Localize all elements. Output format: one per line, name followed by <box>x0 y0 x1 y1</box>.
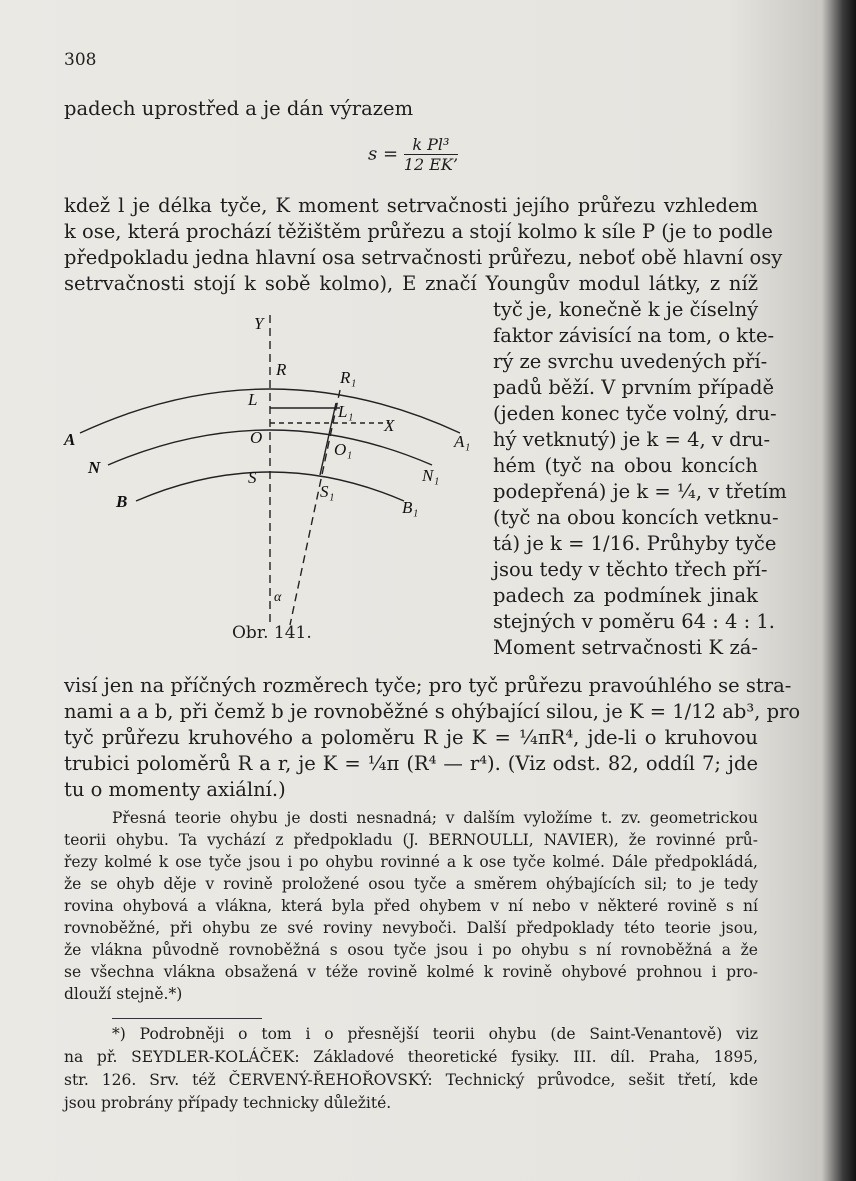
intro-line: padech uprostřed a je dán výrazem <box>64 97 414 120</box>
wrap-line: tyč je, konečně k je číselný <box>493 298 759 321</box>
label-S1: S₁ <box>320 482 335 501</box>
footnote-line: *) Podrobněji o tom i o přesnější teorii ohybu (de Saint-Venantově) viz <box>112 1025 758 1043</box>
formula-numerator: k Pl³ <box>404 135 458 155</box>
note-line: rovnoběžné, při ohybu ze své roviny nevyboči. Další předpoklady této teorie jsou, <box>64 919 758 937</box>
note-line: řezy kolmé k ose tyče jsou i po ohybu rovinné a k ose tyče kolmé. Dále předpokládá, <box>64 853 758 871</box>
formula-denominator: 12 EK’ <box>403 155 458 174</box>
body-line: tu o momenty axiální.) <box>64 778 286 801</box>
body-line: kdež l je délka tyče, K moment setrvačnosti jejího průřezu vzhledem <box>64 194 758 217</box>
label-N: N <box>88 458 101 477</box>
label-A1: A₁ <box>454 432 471 451</box>
label-Y: Y <box>254 314 264 333</box>
footnote-line: str. 126. Srv. též ČERVENÝ-ŘEHOŘOVSKÝ: Technický průvodce, sešit třetí, kde <box>64 1071 758 1089</box>
figure-caption: Obr. 141. <box>232 623 312 643</box>
label-X: X <box>384 416 395 435</box>
footnote-line: na př. SEYDLER-KOLÁČEK: Základové theoretické fysiky. III. díl. Praha, 1895, <box>64 1048 758 1066</box>
wrap-line: padech za podmínek jinak <box>493 584 758 607</box>
wrap-line: rý ze svrchu uvedených pří- <box>493 350 768 373</box>
deflection-formula <box>368 135 458 174</box>
note-line: Přesná teorie ohybu je dosti nesnadná; v dalším vyložíme t. zv. geometrickou <box>112 809 758 827</box>
beam-bending-figure <box>58 305 488 650</box>
wrap-line: padů běží. V prvním případě <box>493 376 775 399</box>
wrap-line: tá) je k = 1/16. Průhyby tyče <box>493 532 777 555</box>
note-line: dlouží stejně.*) <box>64 985 183 1003</box>
label-O: O <box>250 428 263 447</box>
bent-section-line <box>320 403 336 475</box>
wrap-line: faktor závisící na tom, o kte- <box>493 324 775 347</box>
footnote-divider <box>112 1018 262 1019</box>
radius-line <box>290 390 340 625</box>
body-line: k ose, která prochází těžištěm průřezu a stojí kolmo k síle P (je to podle <box>64 220 773 243</box>
label-R1: R₁ <box>340 368 357 387</box>
note-line: rovina ohybová a vlákna, která byla před ohybem v ní nebo v některé rovině s ní <box>64 897 758 915</box>
body-line: nami a a b, při čemž b je rovnoběžné s ohýbající silou, je K = 1/12 ab³, pro <box>64 700 801 723</box>
label-B1: B₁ <box>402 498 419 517</box>
body-line: setrvačnosti stojí k sobě kolmo), E značí Youngův modul látky, z níž <box>64 272 758 295</box>
label-alpha: α <box>274 590 282 605</box>
body-line: trubici poloměrů R a r, je K = ¼π (R⁴ — r⁴). (Viz odst. 82, oddíl 7; jde <box>64 752 758 775</box>
formula-fraction <box>404 135 458 174</box>
label-B: B <box>116 492 128 511</box>
label-O1: O₁ <box>334 440 353 459</box>
page-number: 308 <box>64 50 97 70</box>
wrap-line: jsou tedy v těchto třech pří- <box>493 558 768 581</box>
label-S: S <box>248 468 257 487</box>
note-line: teorii ohybu. Ta vychází z předpokladu (J. BERNOULLI, NAVIER), že rovinné prů- <box>64 831 758 849</box>
note-line: se všechna vlákna obsažená v téže rovině kolmé k rovině ohybové prohnou i pro- <box>64 963 758 981</box>
label-R: R <box>276 360 287 379</box>
formula-lhs: s = <box>368 143 399 165</box>
label-A: A <box>64 430 76 449</box>
body-line: tyč průřezu kruhového a poloměru R je K = ¼πR⁴, jde-li o kruhovou <box>64 726 758 749</box>
wrap-line: hý vetknutý) je k = 4, v dru- <box>493 428 771 451</box>
footnote-line: jsou probrány případy technicky důležité. <box>64 1094 392 1112</box>
note-line: že se ohyb děje v rovině proložené osou tyče a směrem ohýbajících sil; to je tedy <box>64 875 758 893</box>
label-N1: N₁ <box>422 466 440 485</box>
wrap-line: hém (tyč na obou koncích <box>493 454 758 477</box>
wrap-line: (tyč na obou koncích vetknu- <box>493 506 779 529</box>
body-line: visí jen na příčných rozměrech tyče; pro tyč průřezu pravoúhlého se stra- <box>64 674 792 697</box>
wrap-line: (jeden konec tyče volný, dru- <box>493 402 777 425</box>
body-line: předpokladu jedna hlavní osa setrvačnosti průřezu, neboť obě hlavní osy <box>64 246 783 269</box>
label-L1: L₁ <box>338 402 354 421</box>
label-L: L <box>248 390 258 409</box>
wrap-line: Moment setrvačnosti K zá- <box>493 636 758 659</box>
wrap-line: podepřená) je k = ¼, v třetím <box>493 480 787 503</box>
note-line: že vlákna původně rovnoběžná s osou tyče jsou i po ohybu s ní rovnoběžná a že <box>64 941 758 959</box>
wrap-line: stejných v poměru 64 : 4 : 1. <box>493 610 775 633</box>
